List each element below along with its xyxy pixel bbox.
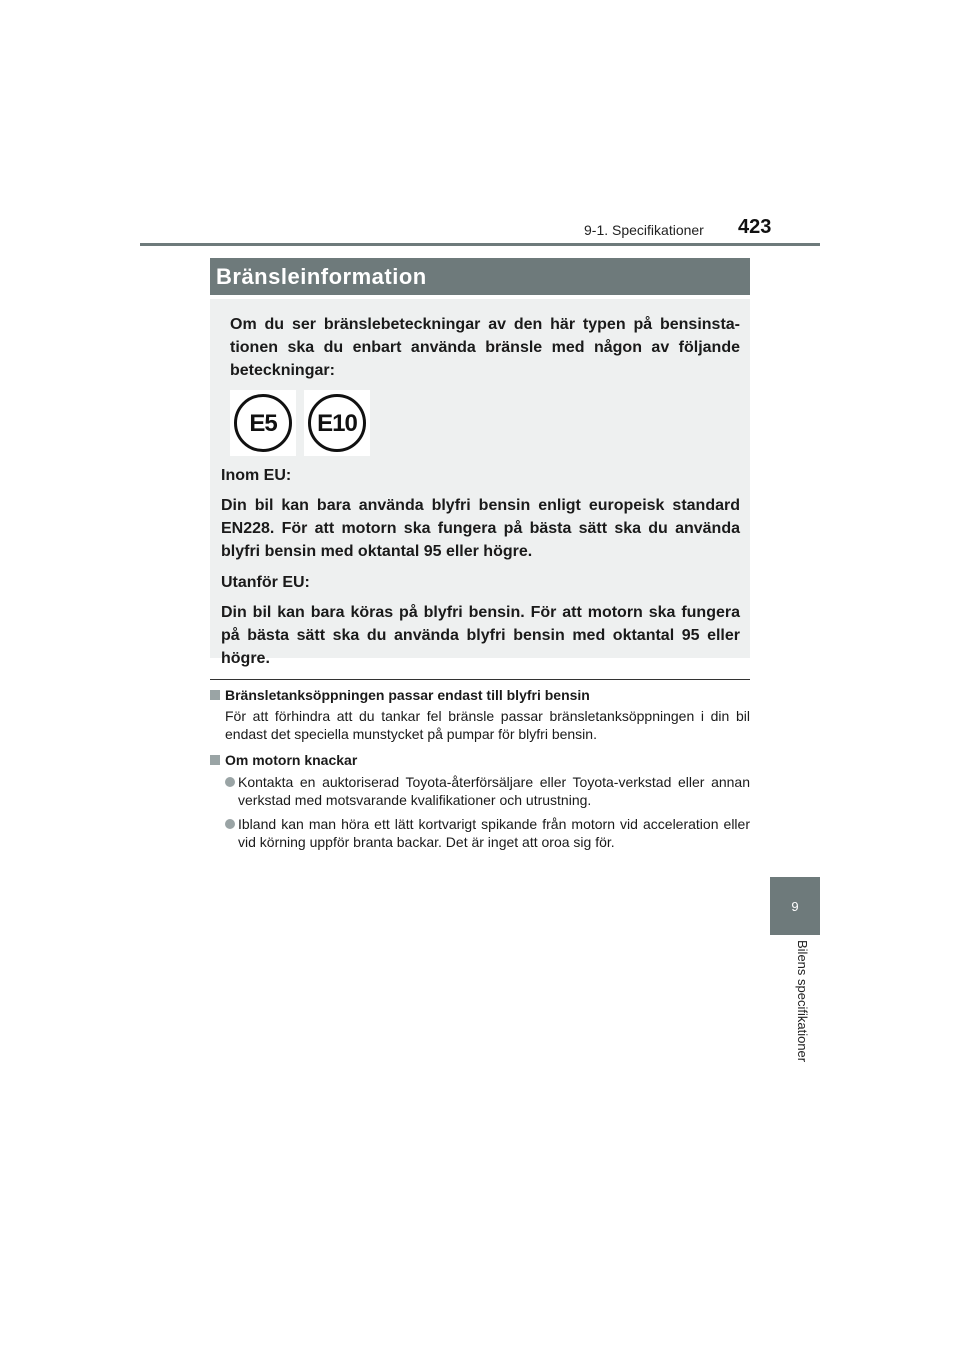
non-eu-text: Din bil kan bara köras på blyfri bensin. För att motorn ska fungera på bästa sätt ska du använda blyfri bensin med oktantal 95 eller högre. [221,604,740,667]
page-title: Bränsleinformation [210,258,750,295]
circle-bullet-icon [225,819,235,829]
eu-heading: Inom EU: [221,467,292,484]
e5-label-icon: E5 [234,394,292,452]
chapter-number: 9 [791,898,799,914]
note-heading-text: Bränsletanksöppningen passar endast till blyfri bensin [225,687,590,703]
page-number: 423 [738,216,772,238]
header-divider [140,243,820,246]
square-bullet-icon [210,690,220,700]
fuel-label-e5 [230,390,296,456]
non-eu-heading: Utanför EU: [221,574,310,591]
note-heading-engine-knock [210,751,750,769]
note-heading-text: Om motorn knackar [225,752,358,768]
note-heading-fuel-inlet [210,686,750,704]
chapter-tab [770,877,820,935]
list-item [225,815,750,851]
list-item-text: Kontakta en auktoriserad Toyota-återförsäljare eller Toyota-verkstad eller annan verkstad med motsvarande kvalifikationer och utrustning. [238,774,750,808]
chapter-label: Bilens specifikationer [795,940,810,1063]
e10-label-icon: E10 [308,394,366,452]
section-title: 9-1. Specifikationer [584,222,704,238]
intro-text: Om du ser bränslebeteckningar av den här typen på bensinstationen ska du enbart använda bränsle med någon av följande beteckningar: [230,316,740,379]
list-item-text: Ibland kan man höra ett lätt kortvarigt spikande från motorn vid acceleration eller vid körning uppför branta backar. Det är inget att oroa sig för. [238,816,750,850]
fuel-label-e10 [304,390,370,456]
circle-bullet-icon [225,777,235,787]
notes-section [210,686,750,851]
square-bullet-icon [210,755,220,765]
eu-text: Din bil kan bara använda blyfri bensin enligt europeisk standard EN228. För att motorn ska fungera på bästa sätt ska du använda blyfri bensin med oktantal 95 eller högre. [221,497,740,560]
section-divider [210,679,750,680]
fuel-info-box [210,299,750,667]
note-text-fuel-inlet: För att förhindra att du tankar fel bränsle passar bränsletanksöppningen i din bil endast det speciella munstycket på pumpar för blyfri bensin. [225,708,750,742]
list-item [225,773,750,809]
fuel-labels [230,390,740,456]
